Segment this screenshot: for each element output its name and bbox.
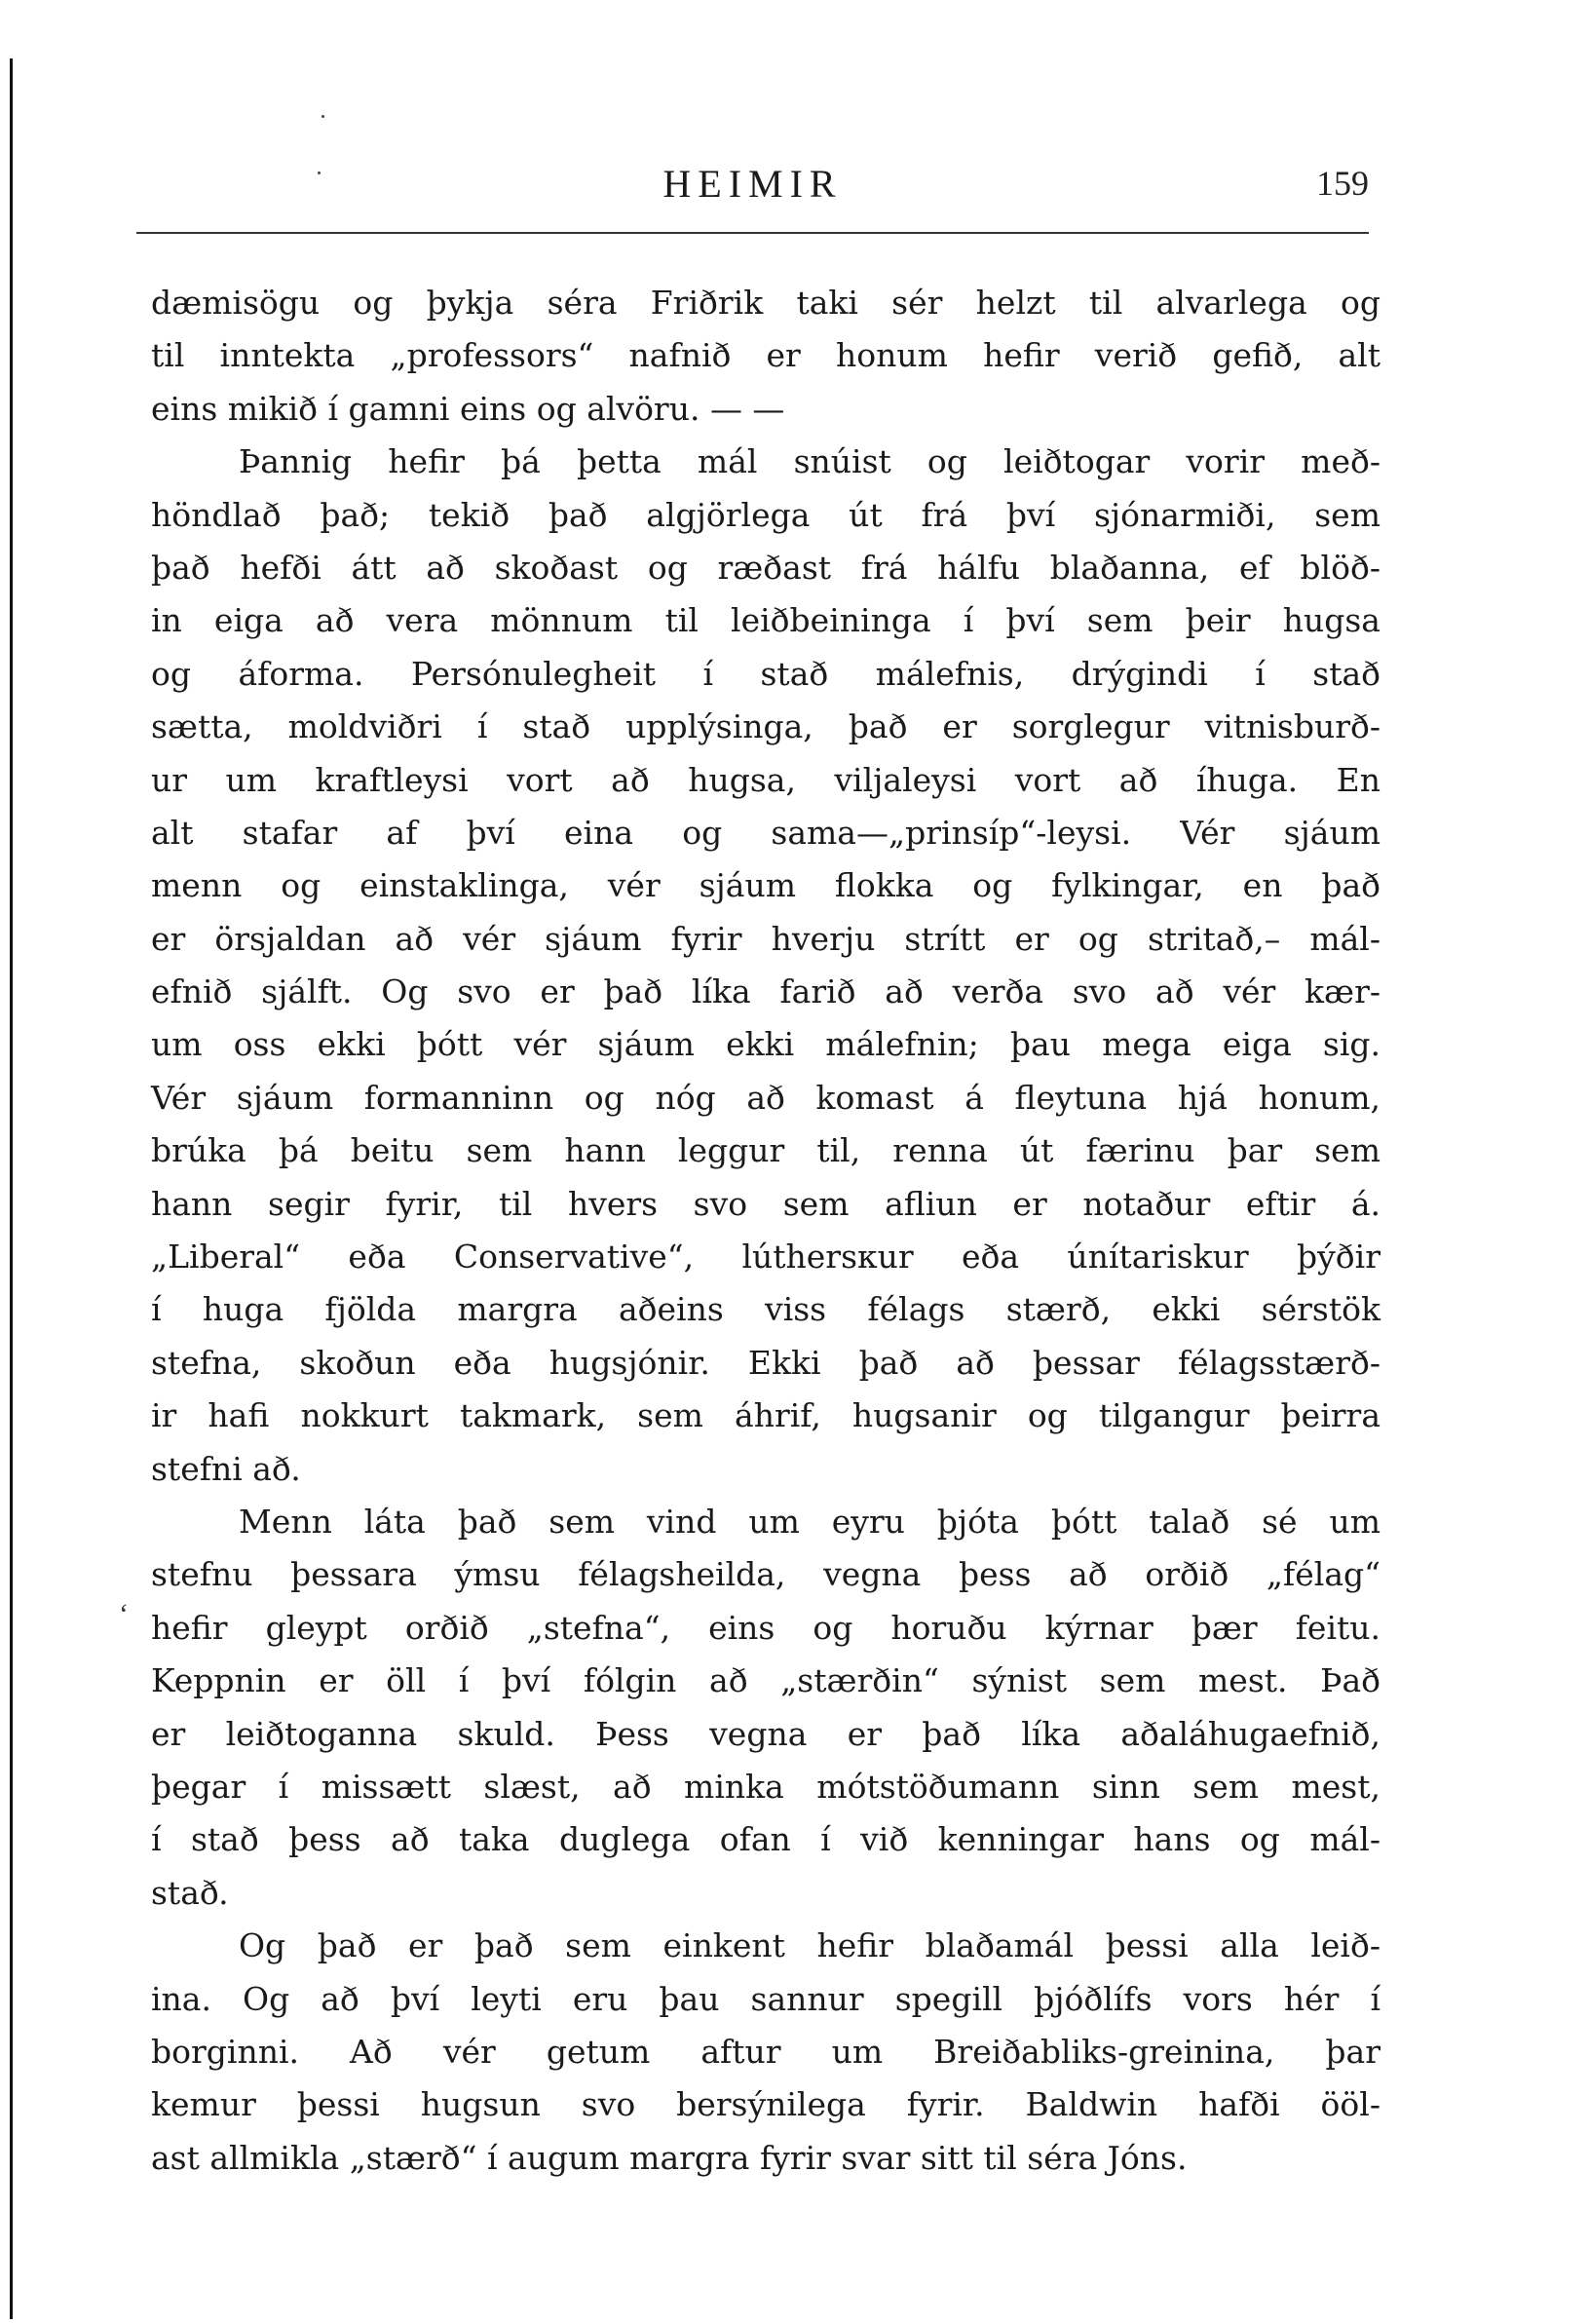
- running-head: [136, 161, 1369, 219]
- text-line: stefnu þessara ýmsu félagsheilda, vegna þess að orðið „félag“: [151, 1555, 1380, 1594]
- text-line: menn og einstaklinga, vér sjáum flokka og fylkingar, en það: [151, 866, 1380, 905]
- text-line: efnið sjálft. Og svo er það líka farið að verða svo að vér kær-: [151, 972, 1380, 1011]
- page-number: 159: [1316, 164, 1369, 203]
- text-line: „Liberal“ eða Conservative“, lúthersкur eða únítariskur þýðir: [151, 1238, 1380, 1276]
- text-line: stefna, skoðun eða hugsjónir. Ekki það að þessar félagsstærð-: [151, 1343, 1380, 1382]
- text-line: er leiðtoganna skuld. Þess vegna er það líka aðaláhugaefnið,: [151, 1714, 1380, 1753]
- text-line: alt stafar af því eina og sama—„prinsíp“-leysi. Vér sjáum: [151, 813, 1380, 852]
- text-line: ur um kraftleysi vort að hugsa, viljaleysi vort að íhuga. En: [151, 760, 1380, 799]
- paragraph: [151, 436, 1380, 1496]
- text-line: og áforma. Persónulegheit í stað málefnis, drýgindi í stað: [151, 654, 1380, 693]
- text-line: er örsjaldan að vér sjáum fyrir hverju strítt er og stritað,– mál-: [151, 919, 1380, 958]
- text-line: Og það er það sem einkent hefir blaðamál þessi alla leið-: [239, 1926, 1380, 1965]
- text-line: in eiga að vera mönnum til leiðbeininga í því sem þeir hugsa: [151, 601, 1380, 640]
- text-line: kemur þessi hugsun svo bersýnilega fyrir. Baldwin hafði ööl-: [151, 2085, 1380, 2124]
- paragraph: [151, 1496, 1380, 1920]
- header-rule: [136, 232, 1369, 234]
- paragraph: [151, 277, 1380, 436]
- text-line: Keppnin er öll í því fólgin að „stærðin“ sýnist sem mest. Það: [151, 1661, 1380, 1700]
- text-line: brúka þá beitu sem hann leggur til, renna út færinu þar sem: [151, 1131, 1380, 1170]
- text-line: það hefði átt að skoðast og ræðast frá hálfu blaðanna, ef blöð-: [151, 548, 1380, 587]
- margin-mark: ‘: [119, 1598, 129, 1630]
- text-line: til inntekta „professors“ nafnið er honum hefir verið gefið, alt: [151, 336, 1380, 375]
- text-line: þegar í missætt slæst, að minka mótstöðumann sinn sem mest,: [151, 1767, 1380, 1806]
- text-line: stefni að.: [151, 1449, 301, 1488]
- running-title: HEIMIR: [662, 162, 843, 206]
- text-line: hann segir fyrir, til hvers svo sem afliun er notaður eftir á.: [151, 1184, 1380, 1223]
- text-line: dæmisögu og þykja séra Friðrik taki sér helzt til alvarlega og: [151, 284, 1380, 322]
- text-line: borginni. Að vér getum aftur um Breiðabliks-greinina, þar: [151, 2032, 1380, 2071]
- text-line: ast allmikla „stærð“ í augum margra fyrir svar sitt til séra Jóns.: [151, 2138, 1188, 2177]
- text-line: um oss ekki þótt vér sjáum ekki málefnin; þau mega eiga sig.: [151, 1025, 1380, 1064]
- scan-edge-line: [10, 58, 13, 2319]
- text-line: höndlað það; tekið það algjörlega út frá því sjónarmiði, sem: [151, 495, 1380, 534]
- text-line: hefir gleypt orðið „stefna“, eins og horuðu kýrnar þær feitu.: [151, 1608, 1380, 1647]
- text-line: ina. Og að því leyti eru þau sannur spegill þjóðlífs vors hér í: [151, 1979, 1380, 2018]
- paragraph: [151, 1920, 1380, 2185]
- text-line: eins mikið í gamni eins og alvöru. — —: [151, 389, 785, 428]
- scan-speck: [321, 115, 324, 118]
- text-line: Vér sjáum formanninn og nóg að komast á fleytuna hjá honum,: [151, 1078, 1380, 1117]
- text-line: í huga fjölda margra aðeins viss félags stærð, ekki sérstök: [151, 1290, 1380, 1329]
- text-line: Menn láta það sem vind um eyru þjóta þótt talað sé um: [239, 1502, 1380, 1541]
- text-line: sætta, moldviðri í stað upplýsinga, það er sorglegur vitnisburð-: [151, 707, 1380, 746]
- body-text: [151, 277, 1380, 2185]
- text-line: ir hafi nokkurt takmark, sem áhrif, hugsanir og tilgangur þeirra: [151, 1396, 1380, 1435]
- text-line: í stað þess að taka duglega ofan í við kenningar hans og mál-: [151, 1820, 1380, 1859]
- text-line: Þannig hefir þá þetta mál snúist og leiðtogar vorir með-: [239, 442, 1380, 481]
- text-line: stað.: [151, 1873, 229, 1912]
